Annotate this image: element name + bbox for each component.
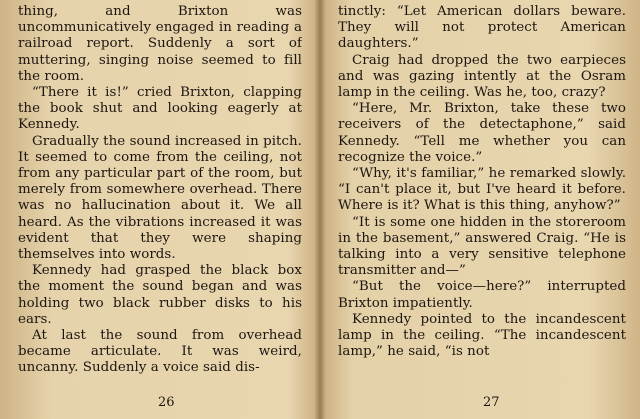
right-paragraph-7: Kennedy pointed to the incandescent lamp in the ceiling. “The incandescent lamp,” he said, “is not [338, 311, 626, 360]
right-paragraph-4: “Why, it's familiar,” he remarked slowly. “I can't place it, but I've heard it before. Where is it? What is this thing, anyhow?” [338, 166, 626, 214]
right-page [338, 4, 626, 414]
book-gutter [314, 0, 326, 419]
left-paragraph-3: Gradually the sound increased in pitch. It seemed to come from the ceiling, not from any particular part of the room, but merely from somewhere overhead. There was no hallucination about it. We all heard. As the vibrations increased it was evident that they were shaping themselves into words. [18, 133, 302, 263]
left-paragraph-4: Kennedy had grasped the black box the moment the sound began and was holding two black rubber disks to his ears. [18, 263, 302, 327]
right-paragraph-3: “Here, Mr. Brixton, take these two receivers of the detectaphone,” said Kennedy. “Tell me whether you can recognize the voice.” [338, 101, 626, 165]
left-page-text [18, 4, 302, 377]
left-paragraph-5: At last the sound from overhead became articulate. It was weird, uncanny. Suddenly a voice said dis- [18, 328, 302, 376]
right-page-number: 27 [483, 395, 500, 410]
right-paragraph-6: “But the voice—here?” interrupted Brixton impatiently. [338, 279, 626, 311]
right-paragraph-5: “It is some one hidden in the storeroom in the basement,” answered Craig. “He is talking into a very sensitive telephone transmitter and—” [338, 214, 626, 279]
left-paragraph-2: “There it is!” cried Brixton, clapping the book shut and looking eagerly at Kennedy. [18, 85, 302, 133]
right-page-text [338, 4, 626, 360]
left-paragraph-1: thing, and Brixton was uncommunicatively engaged in reading a railroad report. Suddenly a sort of muttering, singing noise seemed to fill the room. [18, 4, 302, 84]
right-paragraph-2: Craig had dropped the two earpieces and was gazing intently at the Osram lamp in the ceiling. Was he, too, crazy? [338, 52, 626, 101]
right-paragraph-1: tinctly: “Let American dollars beware. They will not protect American daughters.” [338, 4, 626, 52]
left-page-number: 26 [158, 395, 175, 410]
left-page [18, 4, 302, 414]
